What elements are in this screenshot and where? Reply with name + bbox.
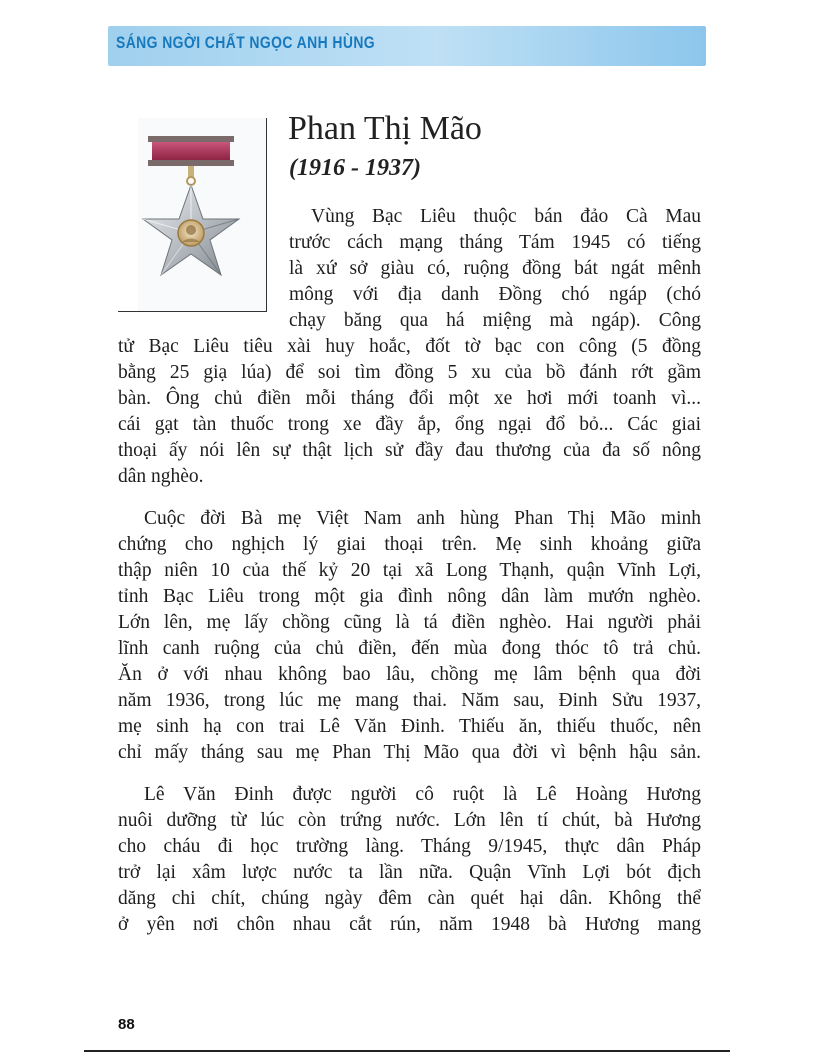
hero-medal-icon <box>118 118 266 311</box>
body-line: mông với địa danh Đồng chó ngáp (chó <box>289 284 701 305</box>
body-line: Cuộc đời Bà mẹ Việt Nam anh hùng Phan Thị Mão minh <box>144 508 701 529</box>
medal-figure <box>118 118 267 312</box>
footer-rule <box>84 1050 730 1052</box>
body-line: thập niên 10 của thế kỷ 20 tại xã Long Thạnh, quận Vĩnh Lợi, <box>118 560 701 581</box>
body-line: dăng chi chít, chúng ngày đêm càn quét hại dân. Không thể <box>118 888 701 909</box>
body-line: trở lại xâm lược nước ta lần nữa. Quận Vĩnh Lợi bót địch <box>118 862 701 883</box>
body-line: cái gạt tàn thuốc trong xe đầy ắp, ổng ngại đổ bỏ... Các giai <box>118 414 701 435</box>
body-line: tỉnh Bạc Liêu trong một gia đình nông dân làm mướn nghèo. <box>118 586 701 607</box>
body-line: bàn. Ông chủ điền mỗi tháng đổi một xe hơi mới toanh vì... <box>118 388 701 409</box>
body-line: chạy băng qua há miệng mà ngáp). Công <box>289 310 701 331</box>
body-line: tử Bạc Liêu tiêu xài huy hoắc, đốt tờ bạc con công (5 đồng <box>118 336 701 357</box>
body-line: năm 1936, trong lúc mẹ mang thai. Năm sau, Đinh Sửu 1937, <box>118 690 701 711</box>
body-line: là xứ sở giàu có, ruộng đồng bát ngát mênh <box>289 258 701 279</box>
body-line: Ăn ở với nhau không bao lâu, chồng mẹ lâm bệnh qua đời <box>118 664 701 685</box>
body-line: bằng 25 giạ lúa) để soi tìm đồng 5 xu của bồ đánh rớt gầm <box>118 362 701 383</box>
body-line: Lê Văn Đinh được người cô ruột là Lê Hoàng Hương <box>144 784 701 805</box>
body-line: thoại ấy nói lên sự thật lịch sử đầy đau thương của đa số nông <box>118 440 701 461</box>
page-number: 88 <box>118 1016 135 1033</box>
section-title: SÁNG NGỜI CHẤT NGỌC ANH HÙNG <box>116 33 376 52</box>
body-line: mẹ sinh hạ con trai Lê Văn Đinh. Thiếu ăn, thiếu thuốc, nên <box>118 716 701 737</box>
body-line: trước cách mạng tháng Tám 1945 có tiếng <box>289 232 701 253</box>
body-line: dân nghèo. <box>118 466 204 487</box>
body-line: chỉ mấy tháng sau mẹ Phan Thị Mão qua đời vì bệnh hậu sản. <box>118 742 701 763</box>
body-line: cho cháu đi học trường làng. Tháng 9/1945, thực dân Pháp <box>118 836 701 857</box>
body-line: chứng cho nghịch lý giai thoại trên. Mẹ sinh khoảng giữa <box>118 534 701 555</box>
body-line: Lớn lên, mẹ lấy chồng cũng là tá điền nghèo. Hai người phải <box>118 612 701 633</box>
article-dates: (1916 - 1937) <box>289 155 421 181</box>
body-line: lĩnh canh ruộng của chủ điền, đến mùa đong thóc tô trả chủ. <box>118 638 701 659</box>
body-line: nuôi dưỡng từ lúc còn trứng nước. Lớn lên tí chút, bà Hương <box>118 810 701 831</box>
body-line: ở yên nơi chôn nhau cắt rún, năm 1948 bà Hương mang <box>118 914 701 935</box>
article-title: Phan Thị Mão <box>288 110 482 147</box>
body-line: Vùng Bạc Liêu thuộc bán đảo Cà Mau <box>311 206 701 227</box>
